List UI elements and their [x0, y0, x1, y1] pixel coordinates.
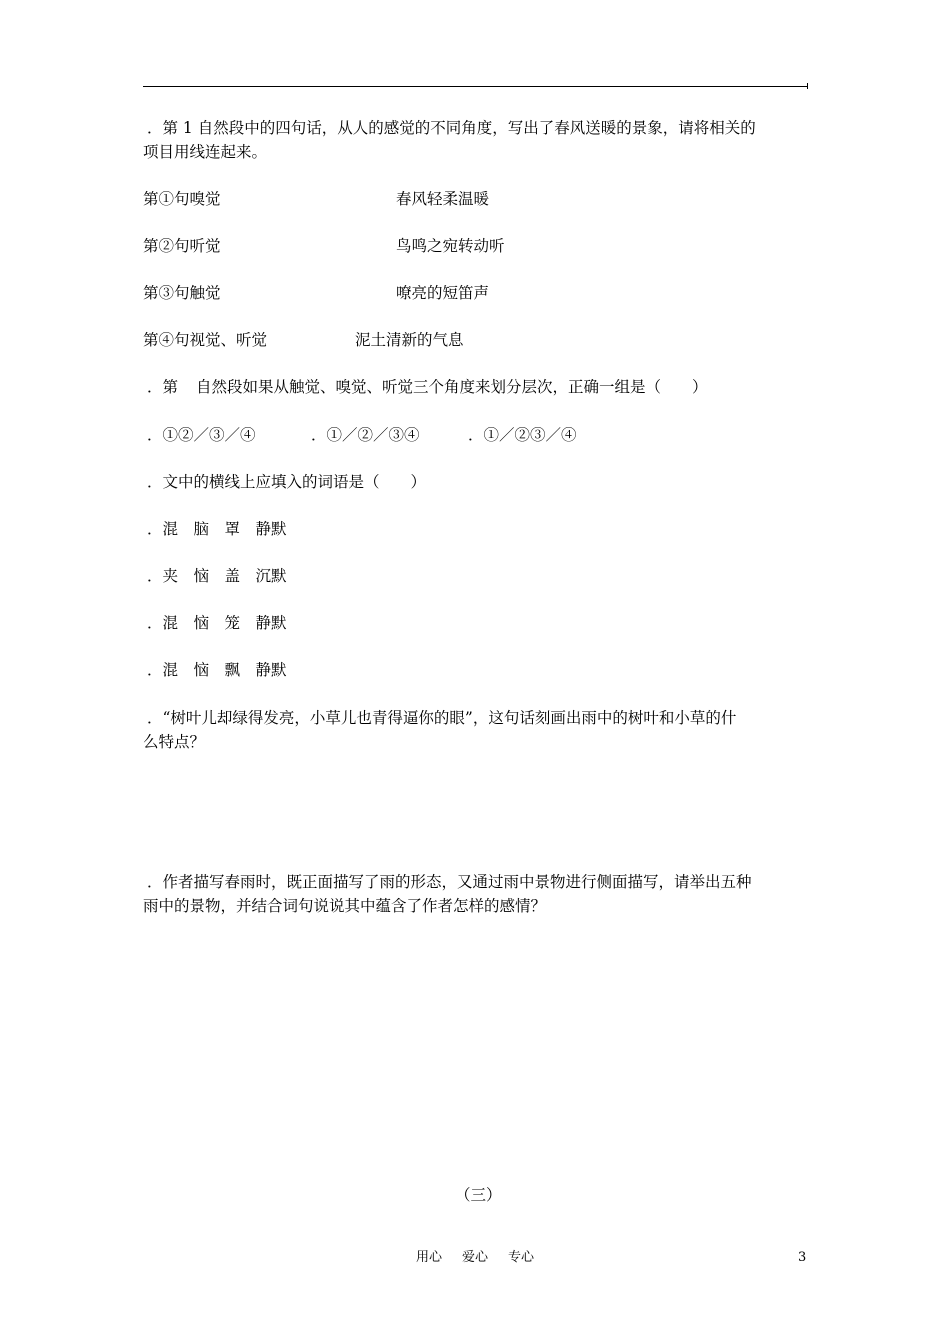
q4-stem-line2: 么特点？ — [143, 733, 206, 751]
q3-stem: ．文中的横线上应填入的词语是（ ） — [147, 473, 427, 491]
q3-option: ．混 恼 笼 静默 — [147, 614, 287, 632]
footer-motto — [0, 1248, 950, 1268]
q1-left-item: 第②句听觉 — [143, 237, 221, 255]
q2-option: ．①／②／③④ — [311, 426, 420, 444]
q2-option: ．①／②③／④ — [468, 426, 577, 444]
q5-stem-line1: ．作者描写春雨时，既正面描写了雨的形态，又通过雨中景物进行侧面描写，请举出五种 — [147, 873, 752, 891]
q3-option: ．混 恼 飘 静默 — [147, 661, 287, 679]
q1-stem-line2: 项目用线连起来。 — [143, 143, 268, 161]
q1-stem-line1: ．第 1 自然段中的四句话，从人的感觉的不同角度，写出了春风送暖的景象，请将相关的 — [147, 119, 756, 137]
header-rule — [143, 86, 808, 87]
footer-motto-item: 爱心 — [461, 1250, 488, 1265]
page-number: 3 — [798, 1250, 807, 1265]
q2-option: ．①②／③／④ — [147, 426, 256, 444]
q1-right-item: 嘹亮的短笛声 — [396, 284, 490, 302]
q1-right-item: 鸟鸣之宛转动听 — [396, 237, 505, 255]
header-rule-tick — [807, 83, 808, 89]
q5-stem-line2: 雨中的景物，并结合词句说说其中蕴含了作者怎样的感情？ — [143, 897, 547, 915]
q1-left-item: 第①句嗅觉 — [143, 190, 221, 208]
q1-right-item: 春风轻柔温暖 — [396, 190, 490, 208]
section-heading: （三） — [455, 1186, 502, 1204]
footer-motto-item: 专心 — [508, 1250, 535, 1265]
q1-left-item: 第④句视觉、听觉 — [143, 331, 268, 349]
q3-option: ．混 脑 罩 静默 — [147, 520, 287, 538]
q2-stem-suffix: 自然段如果从触觉、嗅觉、听觉三个角度来划分层次，正确一组是（ ） — [196, 378, 708, 396]
q4-stem-line1: ．“树叶儿却绿得发亮，小草儿也青得逼你的眼”，这句话刻画出雨中的树叶和小草的什 — [147, 709, 737, 727]
footer-motto-item: 用心 — [415, 1250, 442, 1265]
q2-stem — [147, 376, 708, 398]
q1-left-item: 第③句触觉 — [143, 284, 221, 302]
q2-stem-prefix: ．第 — [147, 378, 179, 396]
q1-right-item: 泥土清新的气息 — [355, 331, 464, 349]
q3-option: ．夹 恼 盖 沉默 — [147, 567, 287, 585]
